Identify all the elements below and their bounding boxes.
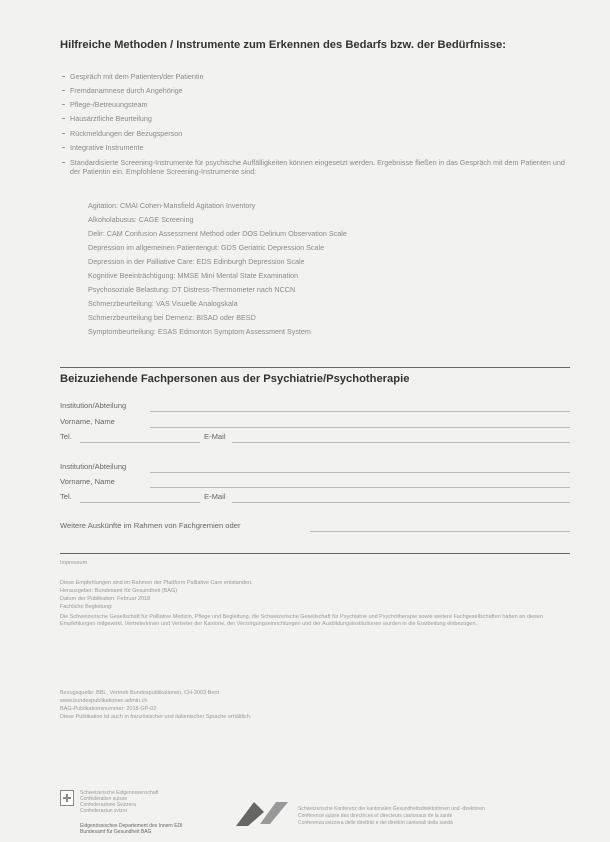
divider xyxy=(60,367,570,368)
footnote-link[interactable]: www.bundespublikationen.admin.ch xyxy=(60,698,148,704)
sub-list-item: Agitation: CMAI Cohen-Mansfield Agitation Inventory xyxy=(88,201,256,210)
email-label: E-Mail xyxy=(204,432,226,441)
name-label: Vorname, Name xyxy=(60,417,115,426)
bullet xyxy=(62,133,65,134)
sub-list-item: Depression in der Palliative Care: EDS Edinburgh Depression Scale xyxy=(88,257,305,266)
sub-list-item: Schmerzbeurteilung: VAS Visuelle Analogskala xyxy=(88,299,238,308)
footnote-line: Datum der Publikation: Februar 2018 xyxy=(60,596,151,602)
gdk-names: Schweizerische Konferenz der kantonalen Gesundheitsdirektorinnen und -direktoren Conférence suisse des directrices et directeurs cantonaux de la santé Conferenza svizzera delle direttrici e dei direttori cantonali della sanità xyxy=(298,806,485,826)
email-field-1[interactable] xyxy=(232,442,570,443)
institution-field-2[interactable] xyxy=(150,472,570,473)
email-field-2[interactable] xyxy=(232,502,570,503)
tel-field-1[interactable] xyxy=(80,442,200,443)
gdk-logo-icon xyxy=(234,798,290,828)
list-item: Rückmeldungen der Bezugsperson xyxy=(70,129,183,138)
confederation-names: Schweizerische Eidgenossenschaft Confédération suisse Confederazione Svizzera Confederaziun svizra xyxy=(80,790,159,814)
list-item-long: Standardisierte Screening-Instrumente für psychische Auffälligkeiten können eingesetzt werden. Ergebnisse fließen in das Gespräch mit dem Patienten und der Patientin ein. Empfohlene Screening-Instrumente sind: xyxy=(70,158,565,176)
sub-list-item: Schmerzbeurteilung bei Demenz: BISAD oder BESD xyxy=(88,313,256,322)
section-title-methods: Hilfreiche Methoden / Instrumente zum Erkennen des Bedarfs bzw. der Bedürfnisse: xyxy=(60,39,506,51)
bullet xyxy=(62,162,65,163)
further-info-label: Weitere Auskünfte im Rahmen von Fachgremien oder xyxy=(60,521,241,530)
footnote-line: Diese Publikation ist auch in französischer und italienischer Sprache erhältlich. xyxy=(60,714,252,720)
list-item: Hausärztliche Beurteilung xyxy=(70,114,152,123)
footnote-line: Diese Empfehlungen sind im Rahmen der Plattform Palliative Care entstanden. xyxy=(60,580,253,586)
bullet xyxy=(62,147,65,148)
institution-field-1[interactable] xyxy=(150,411,570,412)
institution-label: Institution/Abteilung xyxy=(60,462,127,471)
footnote-paragraph: Die Schweizerische Gesellschaft für Palliative Medizin, Pflege und Begleitung, die Schweizerische Gesellschaft für Psychiatrie und Psychotherapie sowie weitere Fachgesellschaften haben an diesen Empfehlungen mitgewirkt. Vertreterinnen und Vertreter der Kantone, der Versorgungseinrichtungen und der Ausbildungsinstitutionen wurden in die Erarbeitung einbezogen. xyxy=(60,614,544,627)
name-field-1[interactable] xyxy=(150,427,570,428)
footnote-line: Bezugsquelle: BBL, Vertrieb Bundespublikationen, CH-3003 Bern xyxy=(60,690,220,696)
further-info-field[interactable] xyxy=(310,531,570,532)
footnote-label: Impressum xyxy=(60,560,88,566)
footnote-line: Herausgeber: Bundesamt für Gesundheit (BAG) xyxy=(60,588,178,594)
divider xyxy=(60,553,570,554)
list-item: Integrative Instrumente xyxy=(70,143,144,152)
email-label: E-Mail xyxy=(204,492,226,501)
name-label: Vorname, Name xyxy=(60,477,115,486)
section-title-specialists: Beizuziehende Fachpersonen aus der Psychiatrie/Psychotherapie xyxy=(60,373,410,385)
tel-label: Tel. xyxy=(60,432,72,441)
footnote-line: Fachliche Begleitung: xyxy=(60,604,113,610)
institution-label: Institution/Abteilung xyxy=(60,401,127,410)
sub-list-item: Psychosoziale Belastung: DT Distress-Thermometer nach NCCN xyxy=(88,285,296,294)
footnote-line: BAG-Publikationsnummer: 2018-GP-02 xyxy=(60,706,157,712)
sub-list-item: Depression im allgemeinen Patientengut: GDS Geriatric Depression Scale xyxy=(88,243,325,252)
name-field-2[interactable] xyxy=(150,487,570,488)
list-item: Fremdanamnese durch Angehörige xyxy=(70,86,183,95)
sub-list-item: Alkoholabusus: CAGE Screening xyxy=(88,215,194,224)
bullet xyxy=(62,90,65,91)
bullet xyxy=(62,76,65,77)
list-item: Pflege-/Betreuungsteam xyxy=(70,100,148,109)
sub-list-item: Symptombeurteilung: ESAS Edmonton Symptom Assessment System xyxy=(88,327,311,336)
bullet xyxy=(62,104,65,105)
bullet xyxy=(62,118,65,119)
tel-label: Tel. xyxy=(60,492,72,501)
tel-field-2[interactable] xyxy=(80,502,200,503)
swiss-cross-logo xyxy=(60,790,74,806)
department-names: Eidgenössisches Departement des Innern EDI Bundesamt für Gesundheit BAG xyxy=(80,823,183,835)
sub-list-item: Kognitive Beeinträchtigung: MMSE Mini Mental State Examination xyxy=(88,271,299,280)
sub-list-item: Delir: CAM Confusion Assessment Method oder DOS Delirium Observation Scale xyxy=(88,229,347,238)
list-item: Gespräch mit dem Patienten/der Patientin xyxy=(70,72,204,81)
